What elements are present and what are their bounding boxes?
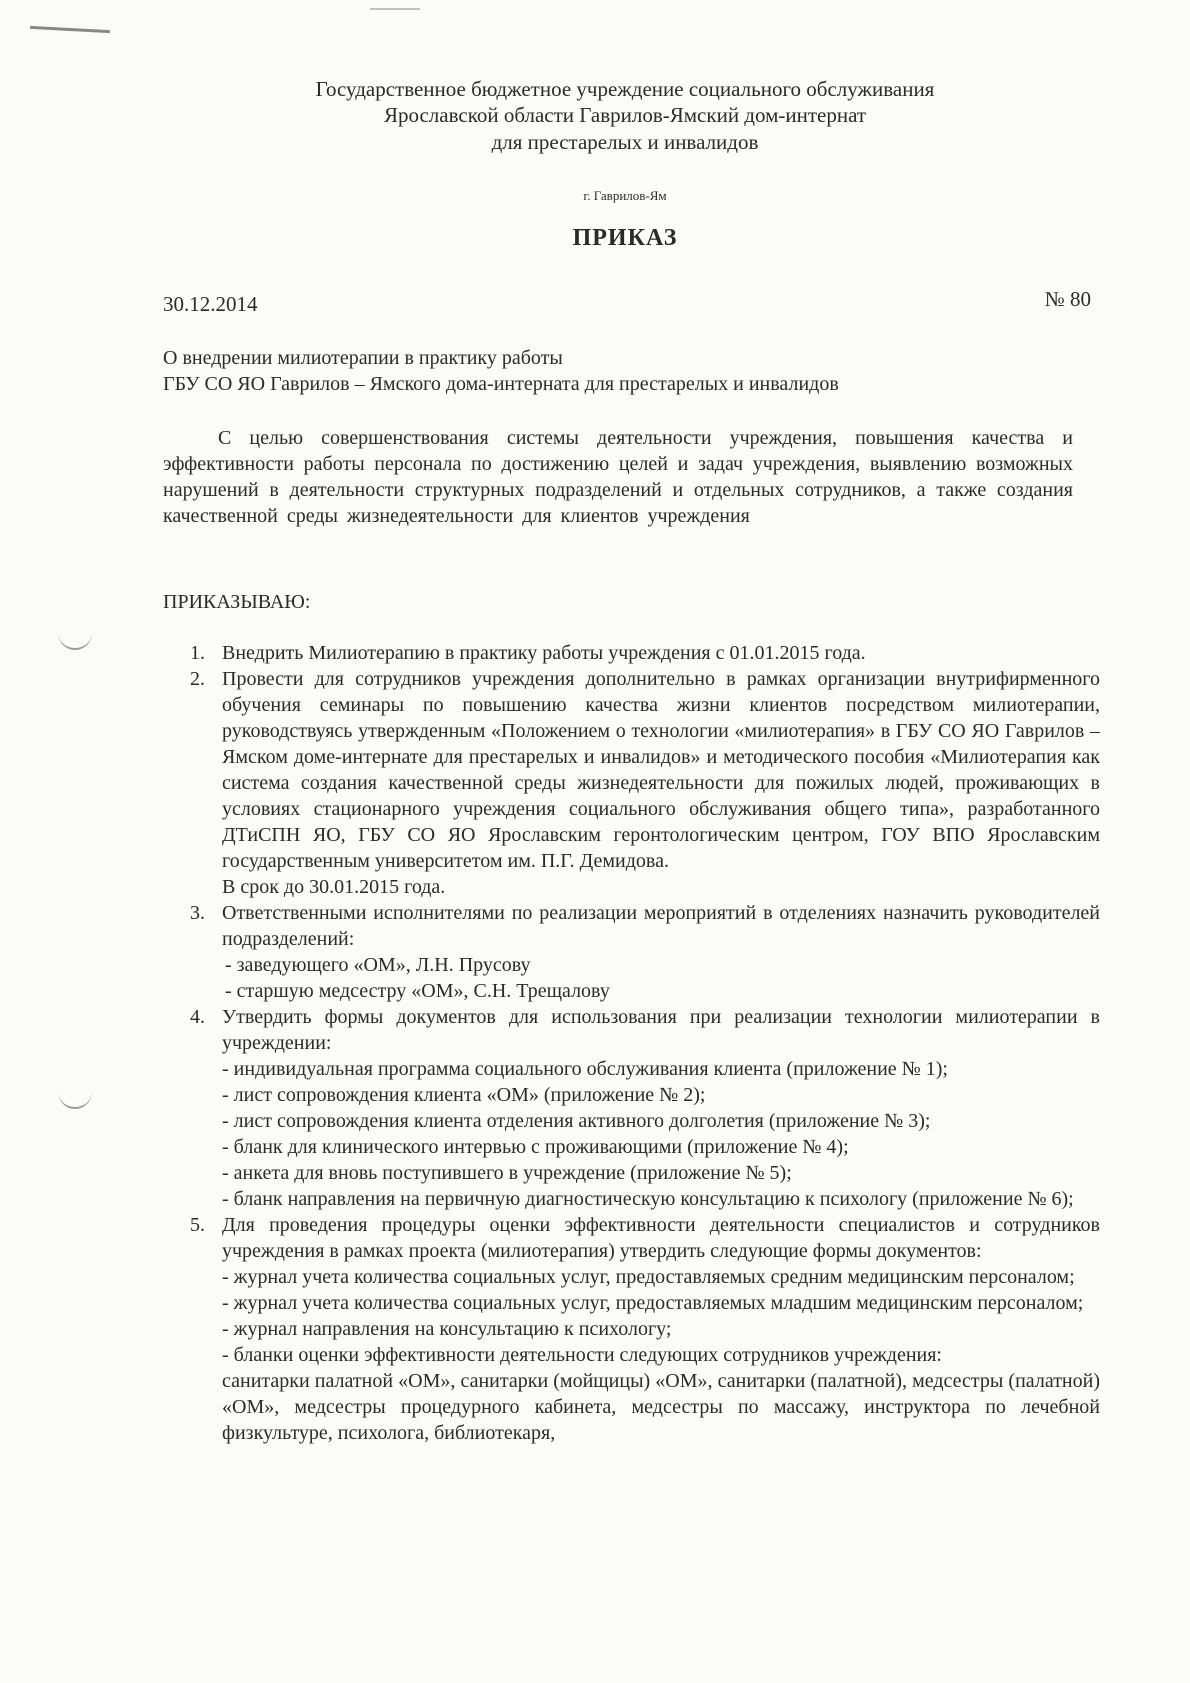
item-text: Для проведения процедуры оценки эффективности деятельности специалистов и сотрудников учреждения в рамках проекта (милиотерапия) утвердить следующие формы документов: <box>222 1214 1100 1262</box>
order-subject <box>163 345 1063 397</box>
list-item <box>190 640 1100 666</box>
org-name-line-2: Ярославской области Гаврилов-Ямский дом-интернат <box>383 103 867 127</box>
sub-item: - индивидуальная программа социального обслуживания клиента (приложение № 1); <box>222 1058 948 1080</box>
punch-hole-mark <box>58 1087 92 1109</box>
sub-item: - бланк направления на первичную диагностическую консультацию к психологу (приложение № 6); <box>222 1188 1074 1210</box>
scan-artifact <box>30 26 110 33</box>
sub-item: - старшую медсестру «ОМ», С.Н. Трещалову <box>225 980 610 1002</box>
punch-hole-mark <box>58 628 92 650</box>
list-item <box>190 900 1100 952</box>
item-text: Ответственными исполнителями по реализации мероприятий в отделениях назначить руководителей подразделений: <box>222 902 1100 950</box>
sub-item: - анкета для вновь поступившего в учреждение (приложение № 5); <box>222 1162 792 1184</box>
list-item <box>190 666 1100 900</box>
sub-item: - лист сопровождения клиента отделения активного долголетия (приложение № 3); <box>222 1110 931 1132</box>
sub-item: - журнал направления на консультацию к психологу; <box>222 1318 672 1340</box>
document-title: ПРИКАЗ <box>572 225 678 251</box>
item-text: Утвердить формы документов для использования при реализации технологии милиотерапии в учреждении: <box>222 1006 1100 1054</box>
sub-item: санитарки палатной «ОМ», санитарки (мойщицы) «ОМ», санитарки (палатной), медсестры (палатной) «ОМ», медсестры процедурного кабинета, медсестры по массажу, инструктора по лечебной физкультуре, психолога, библиотекаря, <box>222 1370 1100 1444</box>
order-directive: ПРИКАЗЫВАЮ: <box>163 591 311 613</box>
sub-item: - журнал учета количества социальных услуг, предоставляемых младшим медицинским персоналом; <box>222 1292 1084 1314</box>
item-text: Внедрить Милиотерапию в практику работы учреждения с 01.01.2015 года. <box>222 642 866 664</box>
item-number: 5. <box>190 1214 205 1236</box>
item-number: 1. <box>190 642 205 664</box>
sub-item: - журнал учета количества социальных услуг, предоставляемых средним медицинским персоналом; <box>222 1266 1075 1288</box>
org-name-line-3: для престарелых и инвалидов <box>491 130 759 154</box>
list-item <box>190 1004 1100 1056</box>
order-items <box>190 640 1100 1446</box>
sub-item: - лист сопровождения клиента «ОМ» (приложение № 2); <box>222 1084 706 1106</box>
item-deadline: В срок до 30.01.2015 года. <box>222 876 446 898</box>
item-number: 3. <box>190 902 205 924</box>
order-date: 30.12.2014 <box>163 292 258 316</box>
sub-item: - заведующего «ОМ», Л.Н. Прусову <box>225 954 531 976</box>
order-number: № 80 <box>1044 287 1091 311</box>
city: г. Гаврилов-Ям <box>583 188 667 203</box>
org-name-line-1: Государственное бюджетное учреждение социального обслуживания <box>315 77 935 101</box>
item-number: 4. <box>190 1006 205 1028</box>
subject-line-2: ГБУ СО ЯО Гаврилов – Ямского дома-интерната для престарелых и инвалидов <box>163 373 839 395</box>
sub-item: - бланки оценки эффективности деятельности следующих сотрудников учреждения: <box>222 1344 942 1366</box>
scan-artifact <box>370 8 420 10</box>
subject-line-1: О внедрении милиотерапии в практику работы <box>163 347 563 369</box>
item-number: 2. <box>190 668 205 690</box>
item-text: Провести для сотрудников учреждения дополнительно в рамках организации внутрифирменного обучения семинары по повышению качества жизни клиентов посредством милиотерапии, руководствуясь утвержденным «Положением о технологии «милиотерапия» в ГБУ СО ЯО Гаврилов – Ямском доме-интернате для престарелых и инвалидов» и методического пособия «Милиотерапия как система создания качественной среды жизнедеятельности для пожилых людей, проживающих в условиях стационарного учреждения социального обслуживания общего типа», разработанного ДТиСПН ЯО, ГБУ СО ЯО Ярославским геронтологическим центром, ГОУ ВПО Ярославским государственным университетом им. П.Г. Демидова. <box>222 668 1100 872</box>
preamble: С целью совершенствования системы деятельности учреждения, повышения качества и эффективности работы персонала по достижению целей и задач учреждения, выявлению возможных нарушений в деятельности структурных подразделений и отдельных сотрудников, а также создания качественной среды жизнедеятельности для клиентов учреждения <box>163 427 1073 527</box>
sub-item: - бланк для клинического интервью с проживающими (приложение № 4); <box>222 1136 849 1158</box>
list-item <box>190 1212 1100 1264</box>
